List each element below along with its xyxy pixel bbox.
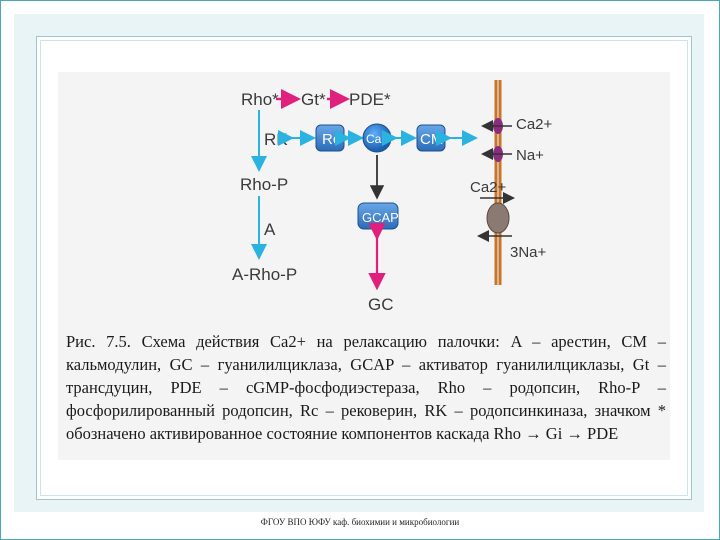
gt-star-label: Gt* — [301, 90, 326, 109]
a-rho-p-label: A-Rho-P — [232, 265, 298, 284]
ca-center-label: Ca2+ — [366, 132, 396, 146]
rho-star-label: Rho* — [241, 90, 279, 109]
rho-p-label: Rho-P — [240, 175, 289, 194]
cm-label: CM — [420, 131, 444, 148]
footer-text: ФГОУ ВПО ЮФУ каф. биохимии и микробиологии — [260, 517, 460, 527]
na-top-label: Na+ — [516, 147, 544, 164]
ca-bottom-label: Ca2+ — [470, 179, 507, 196]
exchanger-node — [487, 203, 509, 233]
pde-star-label: PDE* — [349, 90, 391, 109]
figure-caption: Рис. 7.5. Схема действия Ca2+ на релаксацию палочки: A – арестин, CM – кальмодулин, GC – гуанилилциклаза, GCAP – активатор гуанилилциклазы, Gt – трансдуцин, PDE – cGMP-фосфодиэстераза, Rho – родопсин, Rho-P – фосфорилированный родопсин, Rc – рековерин, RK – родопсинкиназа, значком * обозначено активированное состояние компонентов каскада Rho → Gi → PDE — [66, 332, 666, 443]
rc-label: Rc — [322, 131, 341, 148]
ca-top-label: Ca2+ — [516, 116, 553, 133]
gcap-label: GCAP — [362, 210, 399, 225]
gc-label: GC — [368, 295, 394, 314]
na-bottom-label: 3Na+ — [510, 244, 547, 261]
a-label: A — [264, 220, 276, 239]
rk-label: RK — [264, 130, 288, 149]
